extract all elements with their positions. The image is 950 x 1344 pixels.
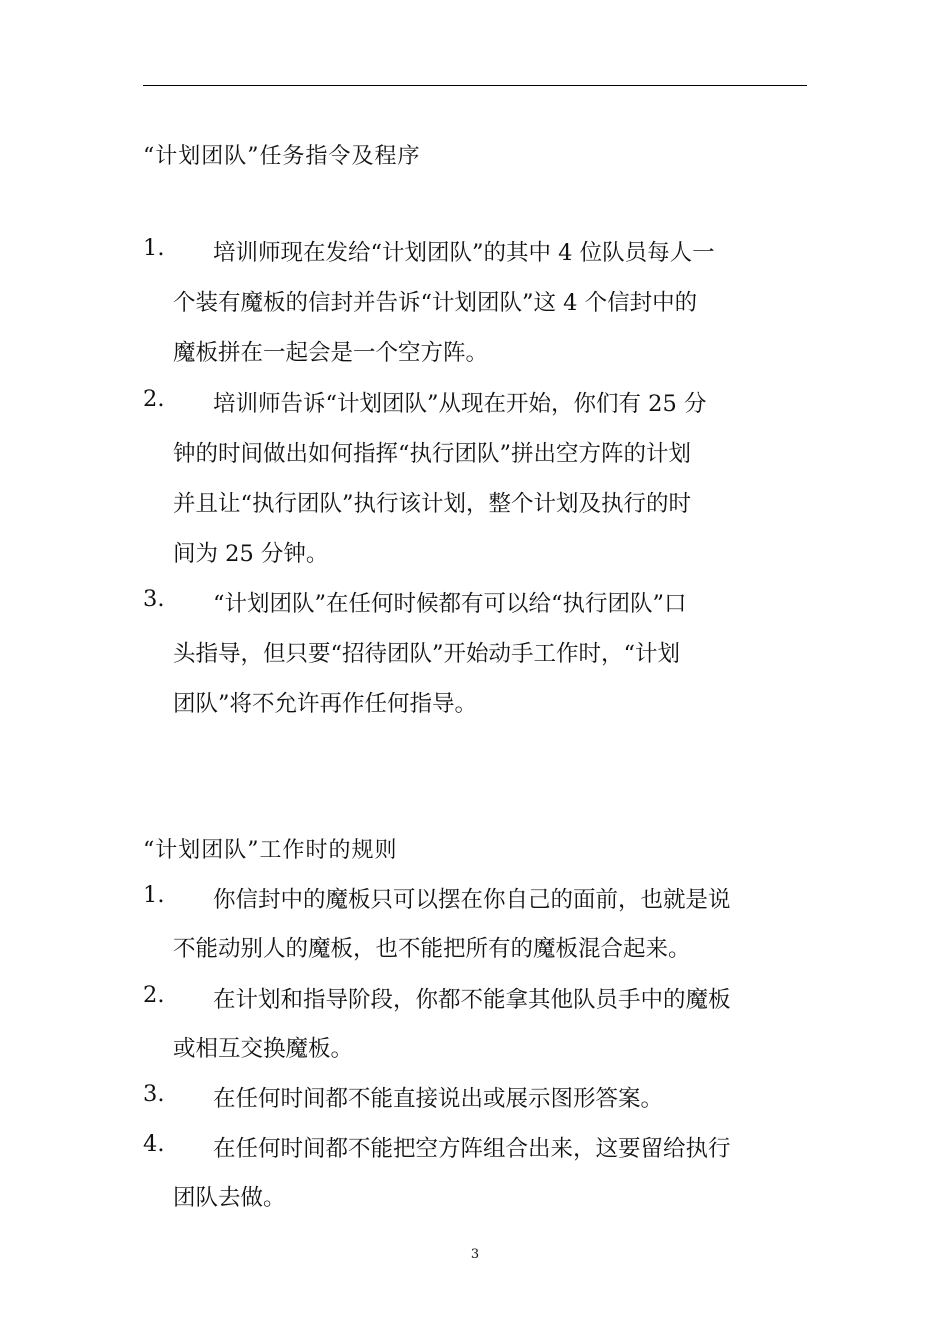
item-number: 2. [143,982,165,1008]
item-line: 培训师现在发给“计划团队”的其中 4 位队员每人一 [213,240,715,266]
section-2-title: “计划团队”工作时的规则 [143,838,398,863]
item-number: 1. [143,882,165,908]
item-line: 或相互交换魔板。 [173,1036,354,1062]
item-line: 个装有魔板的信封并告诉“计划团队”这 4 个信封中的 [173,290,698,316]
item-number: 4. [143,1131,165,1157]
item-line: 间为 25 分钟。 [173,541,329,567]
item-line: 不能动别人的魔板，也不能把所有的魔板混合起来。 [173,936,691,962]
header-rule [143,85,807,86]
item-line: “计划团队”在任何时候都有可以给“执行团队”口 [213,591,687,617]
item-line: 在任何时间都不能直接说出或展示图形答案。 [213,1086,664,1112]
item-line: 在任何时间都不能把空方阵组合出来，这要留给执行 [213,1136,731,1162]
item-number: 3. [143,1081,165,1107]
item-line: 并且让“执行团队”执行该计划，整个计划及执行的时 [173,491,692,517]
item-number: 3. [143,586,165,612]
item-number: 2. [143,386,165,412]
item-line: 培训师告诉“计划团队”从现在开始，你们有 25 分 [213,391,707,417]
item-line: 头指导，但只要“招待团队”开始动手工作时，“计划 [173,641,681,667]
item-line: 你信封中的魔板只可以摆在你自己的面前，也就是说 [213,887,731,913]
page-number: 3 [470,1247,480,1262]
item-line: 团队去做。 [173,1185,286,1211]
section-1-title: “计划团队”任务指令及程序 [143,144,421,169]
item-number: 1. [143,235,165,261]
item-line: 在计划和指导阶段，你都不能拿其他队员手中的魔板 [213,987,731,1013]
item-line: 魔板拼在一起会是一个空方阵。 [173,340,489,366]
item-line: 钟的时间做出如何指挥“执行团队”拼出空方阵的计划 [173,441,692,467]
item-line: 团队”将不允许再作任何指导。 [173,691,478,717]
